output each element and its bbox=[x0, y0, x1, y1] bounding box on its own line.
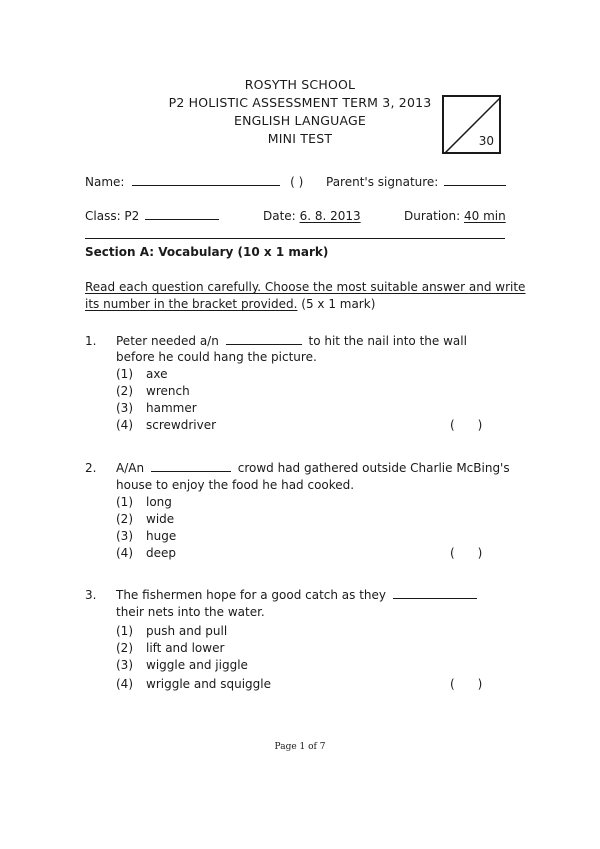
index-brackets: ( ) bbox=[290, 175, 304, 189]
option-number: (1) bbox=[116, 495, 133, 509]
option-number: (3) bbox=[116, 401, 133, 415]
stem-end: to hit the nail into the wall bbox=[308, 334, 467, 348]
answer-bracket[interactable]: ( ) bbox=[450, 677, 483, 691]
option-text: wriggle and squiggle bbox=[146, 677, 271, 691]
option-text: hammer bbox=[146, 401, 197, 415]
class-field bbox=[85, 209, 219, 223]
answer-blank bbox=[226, 343, 302, 345]
instruction-line-2 bbox=[85, 297, 375, 311]
date-value: 6. 8. 2013 bbox=[299, 209, 361, 223]
total-marks: 30 bbox=[478, 134, 494, 148]
option-number: (4) bbox=[116, 546, 133, 560]
assessment-title: P2 HOLISTIC ASSESSMENT TERM 3, 2013 bbox=[168, 95, 432, 110]
option-text: push and pull bbox=[146, 624, 228, 638]
question-stem-line-2: their nets into the water. bbox=[116, 605, 265, 619]
option-number: (2) bbox=[116, 384, 133, 398]
name-label: Name: bbox=[85, 175, 125, 189]
duration-label: Duration: bbox=[404, 209, 461, 223]
parent-signature-line[interactable] bbox=[444, 184, 506, 186]
score-box bbox=[442, 95, 501, 154]
option-number: (4) bbox=[116, 418, 133, 432]
parent-signature-label: Parent's signature: bbox=[326, 175, 439, 189]
name-line[interactable] bbox=[132, 184, 280, 186]
option-number: (2) bbox=[116, 512, 133, 526]
option-text: screwdriver bbox=[146, 418, 217, 432]
parent-signature-field bbox=[326, 175, 506, 189]
option-text: wiggle and jiggle bbox=[146, 658, 248, 672]
instruction-marks: (5 x 1 mark) bbox=[301, 297, 376, 311]
date-label: Date: bbox=[263, 209, 296, 223]
option-text: lift and lower bbox=[146, 641, 225, 655]
stem-start: Peter needed a/n bbox=[116, 334, 219, 348]
question-stem-line-1 bbox=[116, 588, 477, 602]
duration-value: 40 min bbox=[464, 209, 506, 223]
class-label: Class: P2 bbox=[85, 209, 140, 223]
option-number: (1) bbox=[116, 367, 133, 381]
stem-start: The fishermen hope for a good catch as they bbox=[116, 588, 387, 602]
option-number: (4) bbox=[116, 677, 133, 691]
instruction-line-1: Read each question carefully. Choose the most suitable answer and write bbox=[85, 280, 526, 294]
answer-bracket[interactable]: ( ) bbox=[450, 546, 483, 560]
option-text: wide bbox=[146, 512, 175, 526]
name-field bbox=[85, 175, 303, 189]
option-number: (3) bbox=[116, 529, 133, 543]
date-field bbox=[263, 209, 361, 223]
test-title: MINI TEST bbox=[267, 131, 333, 146]
header-divider bbox=[85, 238, 505, 239]
instruction-text: its number in the bracket provided. bbox=[85, 297, 298, 311]
question-stem-line-1 bbox=[116, 334, 467, 348]
answer-blank bbox=[151, 470, 231, 472]
question-number: 1. bbox=[85, 334, 97, 348]
option-text: wrench bbox=[146, 384, 190, 398]
class-line[interactable] bbox=[145, 218, 219, 220]
page-number: Page 1 of 7 bbox=[274, 742, 326, 752]
option-number: (1) bbox=[116, 624, 133, 638]
option-text: long bbox=[146, 495, 172, 509]
stem-start: A/An bbox=[116, 461, 145, 475]
question-number: 3. bbox=[85, 588, 97, 602]
section-title: Section A: Vocabulary (10 x 1 mark) bbox=[85, 245, 329, 259]
stem-end: crowd had gathered outside Charlie McBing's bbox=[237, 461, 510, 475]
option-text: axe bbox=[146, 367, 168, 381]
subject-title: ENGLISH LANGUAGE bbox=[234, 113, 366, 128]
question-stem-line-2: house to enjoy the food he had cooked. bbox=[116, 478, 355, 492]
question-stem-line-2: before he could hang the picture. bbox=[116, 350, 317, 364]
option-text: huge bbox=[146, 529, 177, 543]
answer-bracket[interactable]: ( ) bbox=[450, 418, 483, 432]
answer-blank bbox=[393, 597, 477, 599]
duration-field bbox=[404, 209, 506, 223]
question-number: 2. bbox=[85, 461, 97, 475]
option-number: (3) bbox=[116, 658, 133, 672]
question-stem-line-1 bbox=[116, 461, 510, 475]
option-text: deep bbox=[146, 546, 176, 560]
option-number: (2) bbox=[116, 641, 133, 655]
school-name: ROSYTH SCHOOL bbox=[244, 77, 356, 92]
